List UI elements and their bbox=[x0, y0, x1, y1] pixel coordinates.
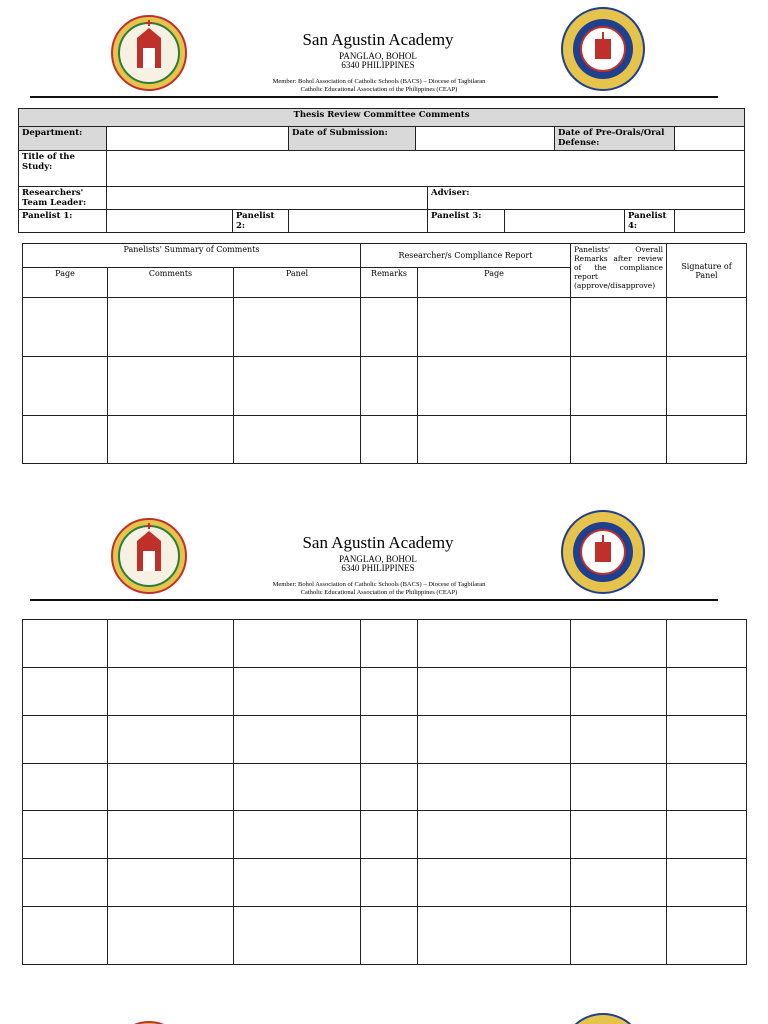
school-address-line2: 6340 PHILIPPINES bbox=[341, 563, 415, 573]
panelist3-field[interactable] bbox=[505, 210, 625, 233]
table-cell[interactable] bbox=[571, 357, 667, 416]
table-cell[interactable] bbox=[23, 764, 108, 811]
table-cell[interactable] bbox=[23, 716, 108, 764]
table-cell[interactable] bbox=[23, 357, 108, 416]
bacs-seal-icon bbox=[560, 1012, 646, 1024]
table-cell[interactable] bbox=[667, 298, 747, 357]
table-cell[interactable] bbox=[361, 764, 418, 811]
table-cell[interactable] bbox=[571, 859, 667, 907]
membership-line1: Member: Bohol Association of Catholic Schools (BACS) – Diocese of Tagbilaran bbox=[272, 581, 486, 588]
table-cell[interactable] bbox=[418, 764, 571, 811]
table-row bbox=[23, 298, 747, 357]
defense-date-field[interactable] bbox=[675, 127, 745, 151]
panelist1-label: Panelist 1: bbox=[19, 210, 107, 233]
table-cell[interactable] bbox=[667, 859, 747, 907]
table-cell[interactable] bbox=[418, 907, 571, 965]
panelist4-label: Panelist 4: bbox=[625, 210, 675, 233]
table-cell[interactable] bbox=[667, 811, 747, 859]
table-cell[interactable] bbox=[667, 907, 747, 965]
table-cell[interactable] bbox=[108, 668, 234, 716]
table-cell[interactable] bbox=[571, 811, 667, 859]
table-cell[interactable] bbox=[571, 620, 667, 668]
membership-line1: Member: Bohol Association of Catholic Schools (BACS) – Diocese of Tagbilaran bbox=[272, 78, 486, 85]
table-cell[interactable] bbox=[418, 811, 571, 859]
page-header-partial bbox=[0, 1006, 768, 1024]
table-cell[interactable] bbox=[418, 416, 571, 464]
table-cell[interactable] bbox=[667, 716, 747, 764]
table-cell[interactable] bbox=[108, 859, 234, 907]
table-row bbox=[23, 907, 747, 965]
table-cell[interactable] bbox=[23, 859, 108, 907]
table-cell[interactable] bbox=[23, 620, 108, 668]
table-cell[interactable] bbox=[361, 668, 418, 716]
table-cell[interactable] bbox=[23, 416, 108, 464]
table-cell[interactable] bbox=[108, 416, 234, 464]
table-cell[interactable] bbox=[234, 716, 361, 764]
bacs-seal-icon bbox=[560, 6, 646, 92]
table-cell[interactable] bbox=[234, 811, 361, 859]
table-cell[interactable] bbox=[571, 907, 667, 965]
table-cell[interactable] bbox=[234, 907, 361, 965]
table-cell[interactable] bbox=[108, 907, 234, 965]
comments-table bbox=[22, 243, 747, 464]
table-cell[interactable] bbox=[667, 416, 747, 464]
table-cell[interactable] bbox=[361, 907, 418, 965]
table-cell[interactable] bbox=[234, 620, 361, 668]
panelist4-field[interactable] bbox=[675, 210, 745, 233]
thesis-review-form bbox=[18, 108, 745, 233]
table-cell[interactable] bbox=[234, 859, 361, 907]
table-cell[interactable] bbox=[418, 859, 571, 907]
table-row bbox=[23, 416, 747, 464]
table-cell[interactable] bbox=[23, 298, 108, 357]
table-cell[interactable] bbox=[234, 357, 361, 416]
school-address-line1: PANGLAO, BOHOL bbox=[339, 51, 417, 61]
table-cell[interactable] bbox=[23, 811, 108, 859]
col-comments-header: Comments bbox=[108, 268, 234, 298]
table-cell[interactable] bbox=[667, 357, 747, 416]
table-cell[interactable] bbox=[418, 716, 571, 764]
membership-line2: Catholic Educational Association of the Philippines (CEAP) bbox=[300, 589, 458, 596]
table-row bbox=[23, 668, 747, 716]
header-rule bbox=[30, 599, 718, 601]
overall-remarks-header: Panelists' Overall Remarks after review of the compliance report (approve/disapprove) bbox=[571, 244, 667, 298]
bacs-seal-icon bbox=[560, 509, 646, 595]
col-page-header: Page bbox=[23, 268, 108, 298]
membership-line2: Catholic Educational Association of the Philippines (CEAP) bbox=[300, 86, 458, 93]
table-cell[interactable] bbox=[667, 620, 747, 668]
table-row bbox=[23, 764, 747, 811]
table-cell[interactable] bbox=[361, 357, 418, 416]
submission-date-label: Date of Submission: bbox=[289, 127, 416, 151]
table-cell[interactable] bbox=[361, 298, 418, 357]
table-cell[interactable] bbox=[571, 668, 667, 716]
table-cell[interactable] bbox=[418, 298, 571, 357]
school-name: San Agustin Academy bbox=[302, 533, 454, 552]
table-cell[interactable] bbox=[108, 298, 234, 357]
panelist2-label: Panelist 2: bbox=[233, 210, 289, 233]
school-address-line2: 6340 PHILIPPINES bbox=[341, 60, 415, 70]
table-cell[interactable] bbox=[361, 811, 418, 859]
table-cell[interactable] bbox=[667, 668, 747, 716]
table-cell[interactable] bbox=[108, 716, 234, 764]
department-label: Department: bbox=[19, 127, 107, 151]
table-cell[interactable] bbox=[361, 416, 418, 464]
table-cell[interactable] bbox=[418, 668, 571, 716]
summary-group-header: Panelists' Summary of Comments bbox=[23, 244, 361, 268]
table-cell[interactable] bbox=[108, 811, 234, 859]
defense-date-label: Date of Pre-Orals/Oral Defense: bbox=[555, 127, 675, 151]
table-cell[interactable] bbox=[418, 357, 571, 416]
header-rule bbox=[30, 96, 718, 98]
panelist3-label: Panelist 3: bbox=[428, 210, 505, 233]
col-panel-header: Panel bbox=[234, 268, 361, 298]
school-address-line1: PANGLAO, BOHOL bbox=[339, 554, 417, 564]
panelist1-field[interactable] bbox=[107, 210, 233, 233]
table-row bbox=[23, 620, 747, 668]
compliance-group-header: Researcher/s Compliance Report bbox=[361, 244, 571, 268]
table-cell[interactable] bbox=[108, 764, 234, 811]
adviser-field[interactable] bbox=[428, 187, 745, 210]
table-cell[interactable] bbox=[108, 620, 234, 668]
table-cell[interactable] bbox=[234, 416, 361, 464]
table-row bbox=[23, 811, 747, 859]
col-compliance-page-header: Page bbox=[418, 268, 571, 298]
comments-table-continued bbox=[22, 619, 747, 965]
panelist2-field[interactable] bbox=[289, 210, 428, 233]
table-cell[interactable] bbox=[23, 907, 108, 965]
team-leader-label: Researchers' Team Leader: bbox=[19, 187, 107, 210]
table-cell[interactable] bbox=[418, 620, 571, 668]
table-cell[interactable] bbox=[23, 668, 108, 716]
table-cell[interactable] bbox=[234, 668, 361, 716]
form-title: Thesis Review Committee Comments bbox=[19, 109, 745, 127]
team-leader-field[interactable] bbox=[107, 187, 428, 210]
table-cell[interactable] bbox=[234, 298, 361, 357]
san-agustin-academy-seal-icon bbox=[110, 1020, 188, 1024]
adviser-label: Adviser: bbox=[431, 188, 470, 198]
page-header bbox=[0, 0, 768, 95]
school-name: San Agustin Academy bbox=[302, 30, 454, 49]
col-remarks-header: Remarks bbox=[361, 268, 418, 298]
table-cell[interactable] bbox=[571, 764, 667, 811]
table-row bbox=[23, 859, 747, 907]
table-cell[interactable] bbox=[571, 298, 667, 357]
table-cell[interactable] bbox=[108, 357, 234, 416]
table-cell[interactable] bbox=[571, 716, 667, 764]
study-title-label: Title of the Study: bbox=[19, 151, 107, 187]
page-header bbox=[0, 503, 768, 598]
table-cell[interactable] bbox=[361, 859, 418, 907]
table-cell[interactable] bbox=[234, 764, 361, 811]
table-row bbox=[23, 716, 747, 764]
department-field[interactable] bbox=[107, 127, 289, 151]
table-cell[interactable] bbox=[361, 620, 418, 668]
table-cell[interactable] bbox=[667, 764, 747, 811]
table-row bbox=[23, 357, 747, 416]
submission-date-field[interactable] bbox=[416, 127, 555, 151]
table-cell[interactable] bbox=[361, 716, 418, 764]
signature-header: Signature of Panel bbox=[667, 244, 747, 298]
study-title-field[interactable] bbox=[107, 151, 745, 187]
table-cell[interactable] bbox=[571, 416, 667, 464]
